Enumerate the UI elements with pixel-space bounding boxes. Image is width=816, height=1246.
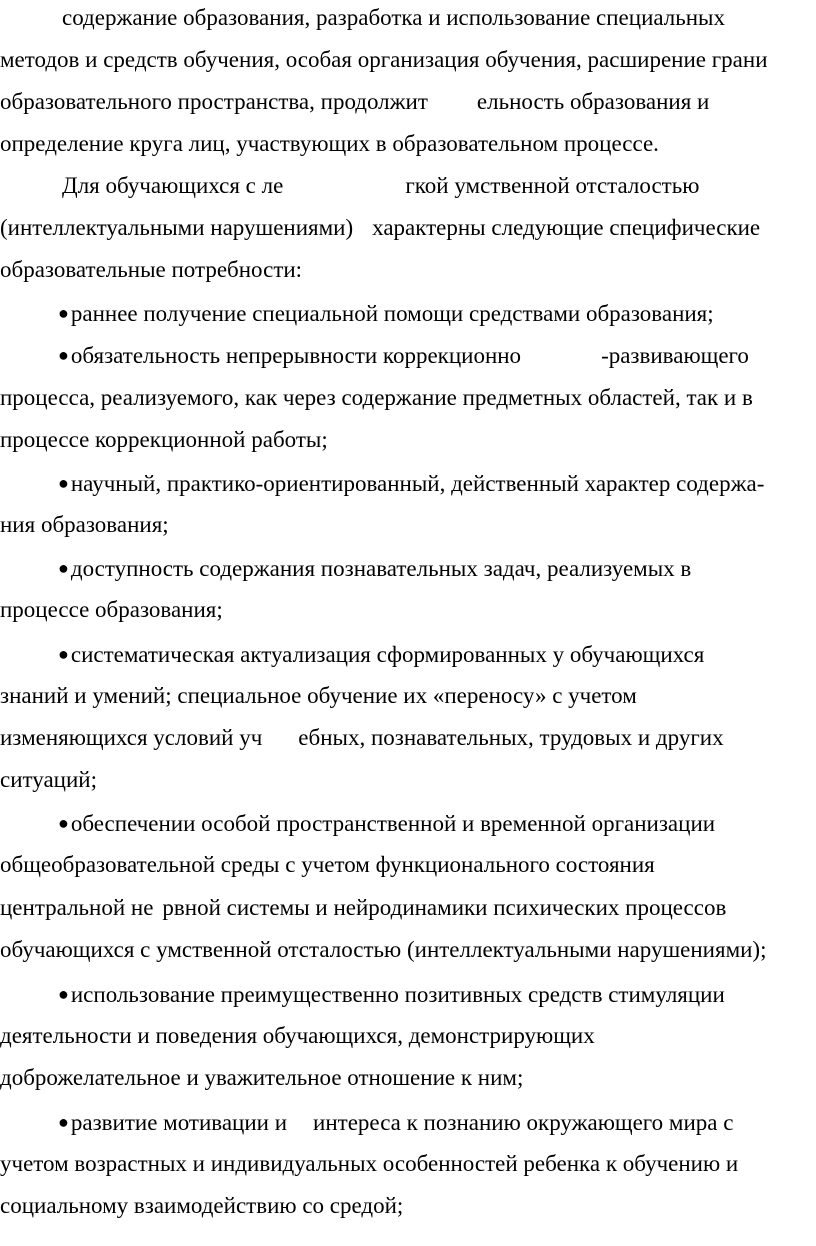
bullet-icon: ●: [58, 813, 69, 833]
text-line: изменяющихся условий уч ебных, познавательных, трудовых и других: [0, 725, 724, 750]
list-item: ●раннее получение специальной помощи средствами образования;: [58, 301, 714, 326]
text-line: центральной не рвной системы и нейродинамики психических процессов: [0, 895, 727, 920]
text-line: обучающихся с умственной отсталостью (интеллектуальными нарушениями);: [0, 937, 767, 962]
bullet-icon: ●: [58, 473, 69, 493]
text-line: образовательного пространства, продолжит ельность образования и: [0, 89, 710, 114]
text-line: процесса, реализуемого, как через содержание предметных областей, так и в: [0, 385, 753, 410]
text-line: образовательные потребности:: [0, 257, 303, 282]
list-item: ●использование преимущественно позитивных средств стимуляции: [58, 982, 725, 1007]
bullet-icon: ●: [58, 644, 69, 664]
text-line: знаний и умений; специальное обучение их «переносу» с учетом: [0, 683, 637, 708]
text-line: деятельности и поведения обучающихся, демонстрирующих: [0, 1023, 595, 1048]
bullet-icon: ●: [58, 345, 69, 365]
text-line: (интеллектуальными нарушениями) характерны следующие специфические: [0, 215, 761, 240]
bullet-icon: ●: [58, 303, 69, 323]
list-item: ●развитие мотивации и интереса к познанию окружающего мира с: [58, 1110, 734, 1135]
bullet-icon: ●: [58, 558, 69, 578]
list-item: ●доступность содержания познавательных задач, реализуемых в: [58, 556, 692, 581]
text-line: доброжелательное и уважительное отношение к ним;: [0, 1065, 524, 1090]
list-item: ●систематическая актуализация сформированных у обучающихся: [58, 642, 705, 667]
list-item: ●научный, практико-ориентированный, действенный характер содержа-: [58, 471, 765, 496]
text-line: определение круга лиц, участвующих в образовательном процессе.: [0, 131, 659, 156]
text-line: ситуаций;: [0, 767, 97, 792]
text-line: процессе коррекционной работы;: [0, 427, 328, 452]
text-line: Для обучающихся с ле гкой умственной отсталостью: [62, 173, 700, 198]
bullet-icon: ●: [58, 1112, 69, 1132]
text-line: процессе образования;: [0, 597, 223, 622]
list-item: ●обеспечении особой пространственной и временной организации: [58, 811, 716, 836]
text-line: социальному взаимодействию со средой;: [0, 1193, 404, 1218]
text-line: общеобразовательной среды с учетом функционального состояния: [0, 852, 655, 877]
bullet-icon: ●: [58, 984, 69, 1004]
list-item: ●обязательность непрерывности коррекционно -развивающего: [58, 343, 749, 368]
text-line: учетом возрастных и индивидуальных особенностей ребенка к обучению и: [0, 1151, 739, 1176]
text-line: методов и средств обучения, особая организация обучения, расширение грани: [0, 47, 768, 72]
text-line: ния образования;: [0, 512, 169, 537]
text-line: содержание образования, разработка и использование специальных: [62, 5, 726, 30]
